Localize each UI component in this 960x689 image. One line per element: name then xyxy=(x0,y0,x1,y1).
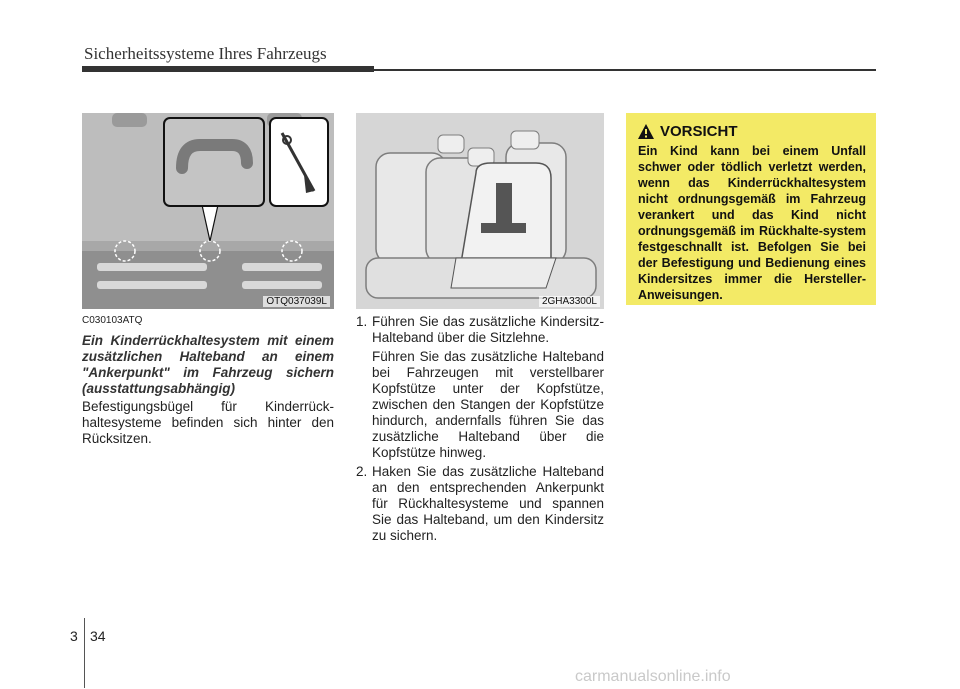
page-header-title: Sicherheitssysteme Ihres Fahrzeugs xyxy=(84,44,327,63)
section-code: C030103ATQ xyxy=(82,315,143,326)
warning-header xyxy=(638,123,866,140)
instruction-steps xyxy=(356,314,604,547)
anchor-bar-illustration xyxy=(82,113,334,309)
step-text: Führen Sie das zusätzliche Halteband bei Fahrzeugen mit verstellbarer Kopfstütze unter der Kopfstütze, zwischen den Stangen der Kopfstütze hindurch, andernfalls führen Sie das zusätzliche Halteband über die Kopfstütze hinweg. xyxy=(372,349,604,460)
section-body: Befestigungsbügel für Kinderrück-haltesysteme befinden sich hinter den Rücksitzen. xyxy=(82,399,334,446)
step-text: Haken Sie das zusätzliche Halteband an den entsprechenden Ankerpunkt für Rückhaltesysteme und spannen Sie das Halteband, um den Kindersitz zu sichern. xyxy=(372,464,604,543)
watermark: carmanualsonline.info xyxy=(575,668,731,685)
page-number: 34 xyxy=(90,628,106,644)
step-2 xyxy=(356,464,604,544)
section-heading: Ein Kinderrückhaltesystem mit einem zusätzlichen Halteband an einem "Ankerpunkt" im Fahrzeug sichern (ausstattungsabhängig) xyxy=(82,333,334,396)
child-seat-illustration xyxy=(356,113,604,309)
footer-divider xyxy=(84,618,85,688)
warning-text: Ein Kind kann bei einem Unfall schwer oder tödlich verletzt werden, wenn das Kinderrückhaltesystem nicht ordnungsgemäß im Fahrzeug verankert und das Kind nicht ordnungsgemäß im Rückhalte-system festgeschnallt ist. Befolgen Sie bei der Befestigung und Bedienung eines Kindersitzes immer die Hersteller-Anweisungen. xyxy=(638,144,866,302)
figure-code: OTQ037039L xyxy=(263,296,330,307)
warning-box xyxy=(626,113,876,305)
step-number: 1. xyxy=(356,314,368,329)
step-number: 2. xyxy=(356,464,368,479)
step-text: Führen Sie das zusätzliche Kindersitz-Halteband über die Sitzlehne. xyxy=(372,314,604,345)
warning-triangle-icon xyxy=(638,124,654,139)
figure-child-seat xyxy=(356,113,604,309)
chapter-number: 3 xyxy=(70,628,78,644)
warning-title: VORSICHT xyxy=(660,123,738,140)
step-1 xyxy=(356,314,604,461)
figure-code: 2GHA3300L xyxy=(539,296,600,307)
header-rule-thin xyxy=(82,69,876,71)
figure-anchor-bars xyxy=(82,113,334,309)
